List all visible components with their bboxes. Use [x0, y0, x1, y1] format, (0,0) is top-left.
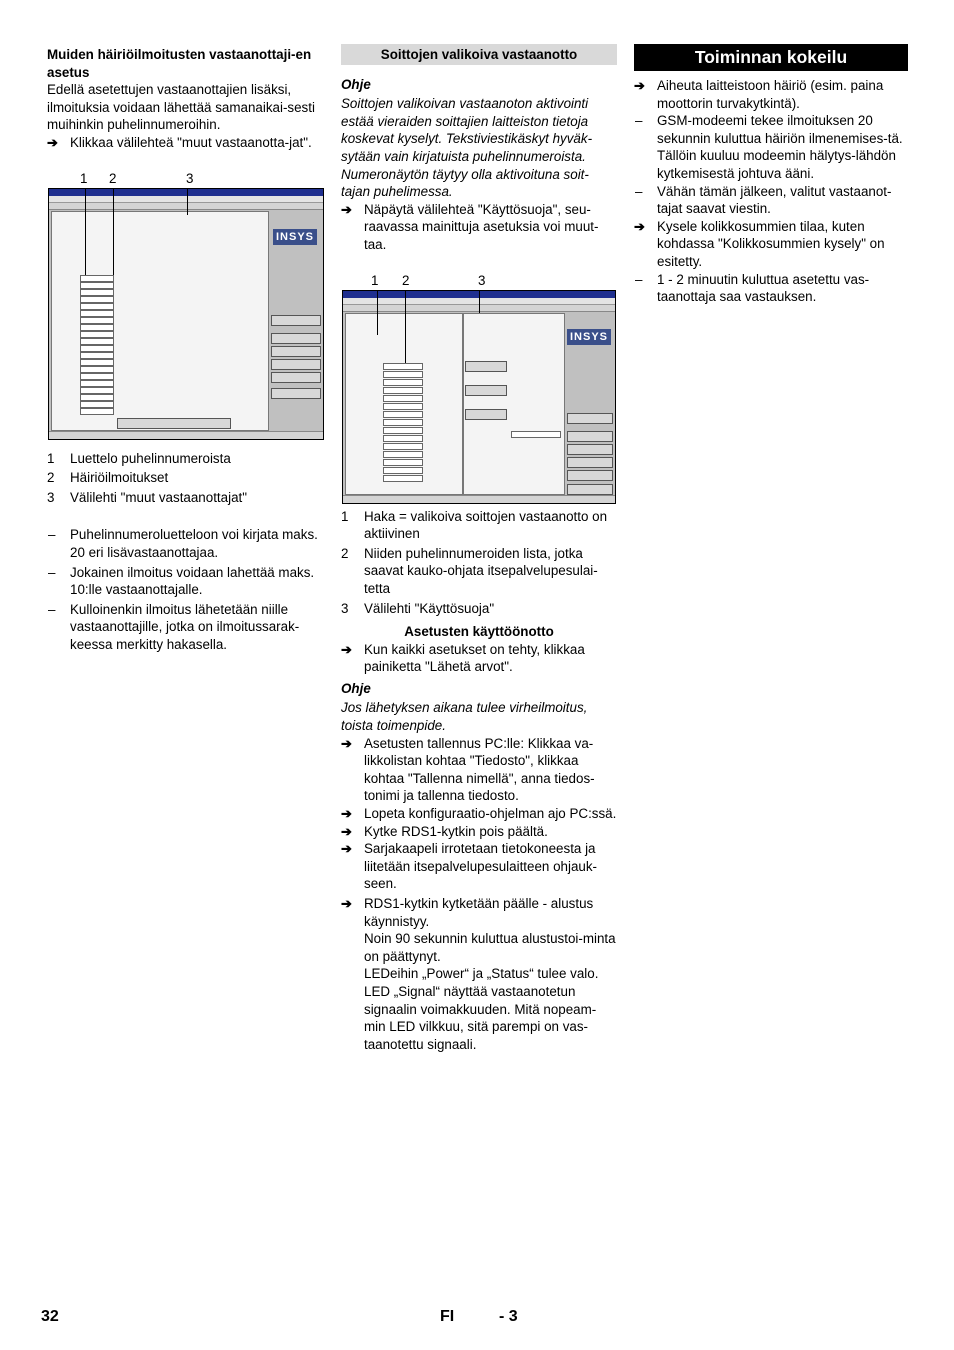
note-bullet-2: – Jokainen ilmoitus voidaan lahettää maks. 10:lle vastaanottajalle. [47, 564, 322, 599]
result-text-2: LEDeihin „Power“ ja „Status“ tulee valo. [364, 966, 599, 982]
result-text-3: LED „Signal“ näyttää vastaanotetun signaalin voimakkuuden. Mitä nopeam-min LED vilkkuu, sitä parempi on vas-taanotettu signaali. [364, 983, 597, 1052]
note-label: Ohje [341, 76, 371, 92]
result-text-1: Noin 90 sekunnin kuluttua alustustoi-minta on päättynyt. [364, 931, 616, 964]
figure-callouts [341, 272, 617, 290]
test-item-5: – 1 - 2 minuutin kuluttua asetettu vas-taanottaja saa vastauksen. [634, 271, 908, 306]
instruction-step-switch-on: ➔ RDS1-kytkin kytketään päälle - alustus käynnistyy. [341, 895, 617, 930]
page-number: 32 [41, 1308, 59, 1325]
callout-1: 1 [80, 170, 88, 186]
callout-2: 2 [402, 272, 410, 288]
section-heading: Muiden häiriöilmoitusten vastaanottaji-en asetus [47, 47, 312, 80]
legend-item-1: 1 Luettelo puhelinnumeroista [47, 450, 231, 466]
language-code: FI [440, 1308, 455, 1325]
instruction-step-switch-off: ➔ Kytke RDS1-kytkin pois päältä. [341, 823, 617, 841]
note-label-2: Ohje [341, 680, 371, 696]
instruction-step-send: ➔ Kun kaikki asetukset on tehty, klikkaa painiketta "Lähetä arvot". [341, 641, 617, 676]
column-left [47, 44, 322, 654]
instruction-step: ➔ Klikkaa välilehteä "muut vastaanotta-jat". [47, 134, 322, 152]
legend-item-3: 3 Välilehti "Käyttösuoja" [341, 600, 495, 616]
section-heading: Soittojen valikoiva vastaanotto [341, 44, 617, 65]
screenshot-access-protection [342, 290, 616, 504]
callout-1: 1 [371, 272, 379, 288]
callout-3: 3 [478, 272, 486, 288]
note-text-2: Jos lähetyksen aikana tulee virheilmoitus, toista toimenpide. [341, 700, 588, 734]
test-item-2: – GSM-modeemi tekee ilmoituksen 20 sekunnin kuluttua häiriön ilmenemises-tä. Tällöin kuuluu modeemin hälytys-lähdön kytkemisestä johtuva ääni. [634, 112, 908, 182]
section-number: - 3 [499, 1308, 518, 1325]
instruction-step-cable: ➔ Sarjakaapeli irrotetaan tietokoneesta ja liitetään itsepalvelupesulaitteen ohjauk-seen. [341, 840, 617, 893]
intro-paragraph: Edellä asetettujen vastaanottajien lisäksi, ilmoituksia voidaan lähettää samanaikai-sesti muihinkin puhelinnumeroihin. [47, 82, 315, 133]
callout-2: 2 [109, 170, 117, 186]
section-heading: Toiminnan kokeilu [634, 44, 908, 71]
instruction-step-quit: ➔ Lopeta konfiguraatio-ohjelman ajo PC:ssä. [341, 805, 617, 823]
figure-callouts [47, 170, 322, 188]
subheading: Asetusten käyttöönotto [404, 624, 554, 640]
legend-item-1: 1 Haka = valikoiva soittojen vastaanotto on aktiivinen [341, 508, 608, 542]
test-item-4: ➔ Kysele kolikkosummien tilaa, kuten kohdassa "Kolikkosummien kysely" on esitetty. [634, 218, 908, 271]
instruction-step: ➔ Näpäytä välilehteä "Käyttösuoja", seu-raavassa mainittuja asetuksia voi muut-taa. [341, 201, 617, 254]
legend-item-2: 2 Häiriöilmoitukset [47, 470, 169, 486]
note-bullet-1: – Puhelinnumeroluetteloon voi kirjata maks. 20 eri lisävastaanottajaa. [47, 526, 322, 561]
instruction-step-save: ➔ Asetusten tallennus PC:lle: Klikkaa va-likkolistan kohtaa "Tiedosto", klikkaa kohtaa "Tallenna nimellä", anna tiedos-tonimi ja tallenna tiedosto. [341, 735, 617, 805]
column-middle [341, 44, 617, 1053]
screenshot-recipients [48, 188, 324, 440]
callout-3: 3 [186, 170, 194, 186]
note-bullet-3: – Kulloinenkin ilmoitus lähetetään niille vastaanottajille, jotka on ilmoitussarak-keessa merkitty hakasella. [47, 601, 322, 654]
insys-logo: INSYS [567, 329, 611, 345]
legend-item-2: 2 Niiden puhelinnumeroiden lista, jotka saavat kauko-ohjata itsepalvelupesulai-tetta [341, 545, 598, 596]
insys-logo: INSYS [273, 229, 317, 245]
legend-item-3: 3 Välilehti "muut vastaanottajat" [47, 489, 247, 505]
test-item-1: ➔ Aiheuta laitteistoon häiriö (esim. paina moottorin turvakytkintä). [634, 77, 908, 112]
test-item-3: – Vähän tämän jälkeen, valitut vastaanot-tajat saavat viestin. [634, 183, 908, 218]
note-text: Soittojen valikoivan vastaanoton aktivointi estää vieraiden soittajien laitteiston tietoja koskevat kyselyt. Tekstiviestikäskyt hyväk-sytään vain kirjatuista puhelinnumeroista. Numeronäytön täytyy olla aktivoituna soit-tajan puhelimessa. [341, 96, 593, 200]
column-right [634, 44, 908, 306]
